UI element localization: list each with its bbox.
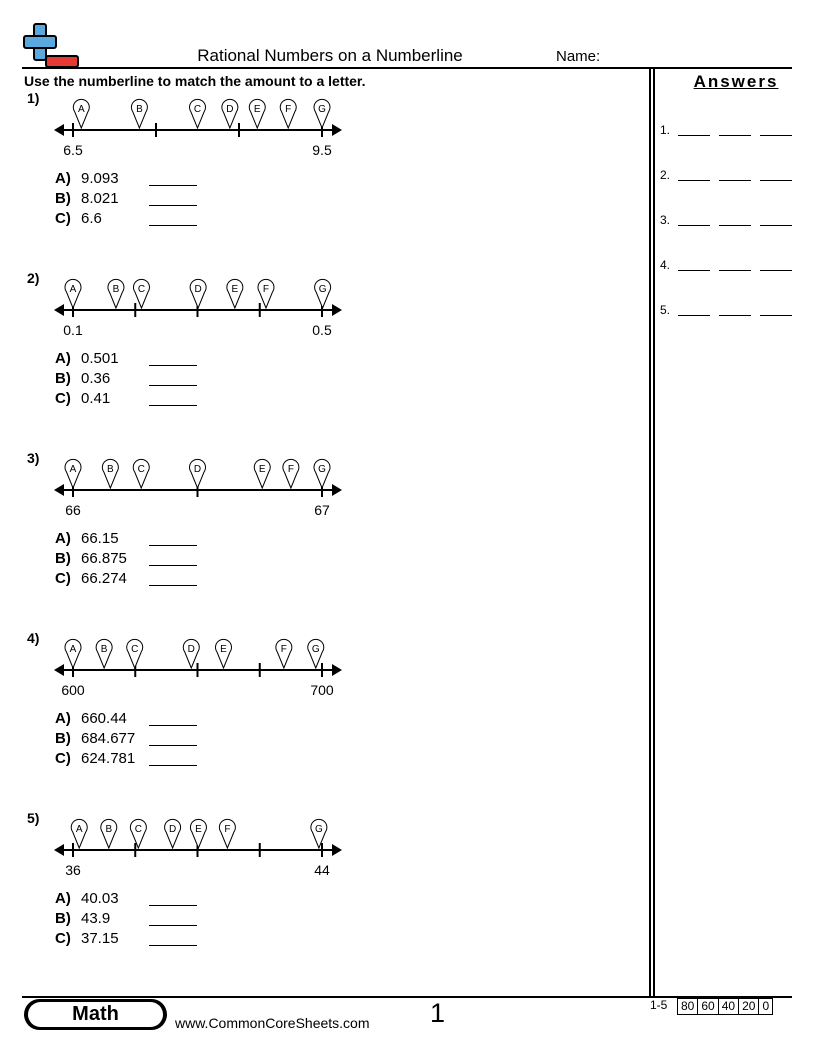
number-line <box>50 810 350 882</box>
question-letter: A) <box>55 710 71 727</box>
answer-blank[interactable] <box>719 225 751 226</box>
marker-letter: E <box>258 464 266 475</box>
score-cell: 60 <box>698 999 718 1014</box>
letter-marker <box>314 459 330 488</box>
question-row <box>55 750 205 770</box>
start-label: 66 <box>65 502 81 518</box>
letter-marker <box>102 459 118 488</box>
answer-blank[interactable] <box>678 180 710 181</box>
page-number: 1 <box>430 998 446 1028</box>
question-value: 624.781 <box>81 750 136 767</box>
answer-blank[interactable] <box>149 185 197 186</box>
question-row <box>55 570 205 590</box>
problem-number: 1) <box>27 90 40 106</box>
question-letter: C) <box>55 390 71 407</box>
question-value: 40.03 <box>81 890 119 907</box>
question-value: 660.44 <box>81 710 127 727</box>
marker-letter: A <box>75 824 83 835</box>
letter-marker <box>283 459 299 488</box>
start-label: 36 <box>65 862 81 878</box>
question-letter: C) <box>55 750 71 767</box>
answer-blank[interactable] <box>149 765 197 766</box>
website-url: www.CommonCoreSheets.com <box>175 1015 370 1031</box>
marker-letter: E <box>253 104 261 115</box>
answer-blank[interactable] <box>149 365 197 366</box>
answer-number: 5. <box>660 303 671 317</box>
marker-letter: C <box>137 284 146 295</box>
marker-letter: F <box>224 824 231 835</box>
marker-letter: E <box>231 284 239 295</box>
letter-marker <box>190 819 206 848</box>
marker-letter: D <box>193 464 202 475</box>
answer-blank[interactable] <box>760 135 792 136</box>
marker-letter: G <box>318 284 327 295</box>
letter-marker <box>131 99 147 128</box>
question-value: 6.6 <box>81 210 102 227</box>
answer-blank[interactable] <box>719 270 751 271</box>
subject-badge-label: Math <box>28 1002 163 1027</box>
answer-row <box>660 258 800 278</box>
question-letter: C) <box>55 570 71 587</box>
marker-letter: B <box>112 284 120 295</box>
number-line <box>50 450 350 522</box>
answer-blank[interactable] <box>149 745 197 746</box>
page-title: Rational Numbers on a Numberline <box>197 46 463 65</box>
answer-blank[interactable] <box>149 725 197 726</box>
end-label: 67 <box>314 502 330 518</box>
question-value: 9.093 <box>81 170 119 187</box>
number-line <box>50 630 350 702</box>
marker-letter: E <box>195 824 202 835</box>
letter-marker <box>311 819 327 848</box>
question-letter: C) <box>55 210 71 227</box>
question-row <box>55 890 205 910</box>
answer-blank[interactable] <box>149 545 197 546</box>
question-row <box>55 390 205 410</box>
letter-marker <box>108 279 124 308</box>
letter-marker <box>254 459 270 488</box>
question-letter: B) <box>55 910 71 927</box>
start-label: 6.5 <box>63 142 83 158</box>
question-letter: A) <box>55 890 71 907</box>
problem-number: 3) <box>27 450 40 466</box>
answer-blank[interactable] <box>149 945 197 946</box>
left-arrow-icon <box>54 484 64 496</box>
answer-blank[interactable] <box>760 315 792 316</box>
column-divider <box>649 67 651 997</box>
column-divider-inner <box>653 67 655 997</box>
marker-letter: F <box>287 464 294 475</box>
answer-blank[interactable] <box>678 270 710 271</box>
question-value: 0.36 <box>81 370 111 387</box>
letter-marker <box>96 639 112 668</box>
answer-row <box>660 168 800 188</box>
question-row <box>55 550 205 570</box>
number-line <box>50 270 350 342</box>
logo-minus <box>46 56 78 67</box>
question-row <box>55 710 205 730</box>
question-row <box>55 910 205 930</box>
marker-letter: A <box>69 284 77 295</box>
question-value: 8.021 <box>81 190 119 207</box>
question-row <box>55 350 205 370</box>
end-label: 9.5 <box>312 142 332 158</box>
question-row <box>55 210 205 230</box>
marker-letter: F <box>262 284 270 295</box>
logo-plus-horizontal <box>24 36 56 48</box>
marker-letter: C <box>193 104 202 115</box>
end-label: 700 <box>310 682 334 698</box>
name-label: Name: <box>556 48 601 65</box>
letter-marker <box>189 99 205 128</box>
question-value: 0.501 <box>81 350 119 367</box>
right-arrow-icon <box>332 844 342 856</box>
problem-number: 5) <box>27 810 40 826</box>
answer-blank[interactable] <box>719 180 751 181</box>
start-label: 0.1 <box>63 322 83 338</box>
answer-row <box>660 303 800 323</box>
end-label: 44 <box>314 862 330 878</box>
letter-marker <box>73 99 89 128</box>
letter-marker <box>65 459 81 488</box>
marker-letter: B <box>107 464 114 475</box>
problem <box>0 270 640 450</box>
math-logo-icon <box>22 22 82 70</box>
answer-blank[interactable] <box>678 135 710 136</box>
question-value: 66.15 <box>81 530 119 547</box>
score-cell: 20 <box>739 999 759 1014</box>
answer-row <box>660 213 800 233</box>
score-cell: 40 <box>719 999 739 1014</box>
letter-marker <box>222 99 238 128</box>
left-arrow-icon <box>54 124 64 136</box>
answer-blank[interactable] <box>149 405 197 406</box>
letter-marker <box>165 819 181 848</box>
marker-letter: F <box>285 104 292 115</box>
answer-blank[interactable] <box>719 135 751 136</box>
answer-blank[interactable] <box>149 565 197 566</box>
answer-blank[interactable] <box>678 225 710 226</box>
marker-letter: G <box>318 464 326 475</box>
question-value: 43.9 <box>81 910 111 927</box>
marker-letter: A <box>77 104 85 115</box>
answer-blank[interactable] <box>149 225 197 226</box>
marker-letter: C <box>131 644 139 655</box>
marker-letter: G <box>311 644 320 655</box>
right-arrow-icon <box>332 124 342 136</box>
question-row <box>55 930 205 950</box>
letter-marker <box>65 279 81 308</box>
marker-letter: A <box>69 644 77 655</box>
letter-marker <box>133 459 149 488</box>
letter-marker <box>215 639 231 668</box>
left-arrow-icon <box>54 304 64 316</box>
letter-marker <box>219 819 235 848</box>
answer-blank[interactable] <box>678 315 710 316</box>
letter-marker <box>314 99 330 128</box>
letter-marker <box>65 639 81 668</box>
answer-blank[interactable] <box>149 205 197 206</box>
score-range-label: 1-5 <box>650 998 668 1012</box>
score-table <box>677 998 773 1015</box>
marker-letter: G <box>314 824 323 835</box>
score-cell: 0 <box>762 999 770 1013</box>
answer-number: 2. <box>660 168 671 182</box>
problem <box>0 810 640 990</box>
answer-blank[interactable] <box>760 270 792 271</box>
problem <box>0 450 640 630</box>
letter-marker <box>227 279 243 308</box>
number-line <box>50 90 350 162</box>
answer-blank[interactable] <box>760 225 792 226</box>
answers-title: Answers <box>693 72 779 91</box>
question-row <box>55 370 205 390</box>
problem <box>0 630 640 810</box>
letter-marker <box>101 819 117 848</box>
score-cell: 80 <box>678 999 698 1014</box>
question-letter: B) <box>55 190 71 207</box>
letter-marker <box>315 279 331 308</box>
left-arrow-icon <box>54 664 64 676</box>
question-value: 0.41 <box>81 390 111 407</box>
question-row <box>55 170 205 190</box>
answer-blank[interactable] <box>760 180 792 181</box>
letter-marker <box>130 819 146 848</box>
question-letter: B) <box>55 730 71 747</box>
question-letter: A) <box>55 350 71 367</box>
question-value: 66.274 <box>81 570 127 587</box>
question-row <box>55 530 205 550</box>
question-letter: B) <box>55 550 71 567</box>
left-arrow-icon <box>54 844 64 856</box>
marker-letter: D <box>187 644 195 655</box>
answer-number: 3. <box>660 213 671 227</box>
answer-blank[interactable] <box>149 385 197 386</box>
marker-letter: C <box>134 824 142 835</box>
answer-number: 4. <box>660 258 671 272</box>
letter-marker <box>249 99 265 128</box>
letter-marker <box>127 639 143 668</box>
question-value: 37.15 <box>81 930 119 947</box>
right-arrow-icon <box>332 304 342 316</box>
answer-blank[interactable] <box>149 585 197 586</box>
marker-letter: B <box>105 824 113 835</box>
marker-letter: D <box>194 284 202 295</box>
answer-number: 1. <box>660 123 671 137</box>
letter-marker <box>190 279 206 308</box>
marker-letter: D <box>226 104 234 115</box>
question-letter: B) <box>55 370 71 387</box>
answer-blank[interactable] <box>149 925 197 926</box>
question-row <box>55 190 205 210</box>
marker-letter: B <box>100 644 108 655</box>
question-row <box>55 730 205 750</box>
question-value: 684.677 <box>81 730 136 747</box>
marker-letter: A <box>69 464 77 475</box>
problem-number: 4) <box>27 630 40 646</box>
letter-marker <box>189 459 205 488</box>
question-value: 66.875 <box>81 550 127 567</box>
answer-blank[interactable] <box>719 315 751 316</box>
question-letter: A) <box>55 530 71 547</box>
question-letter: A) <box>55 170 71 187</box>
problem <box>0 90 640 270</box>
marker-letter: B <box>136 104 143 115</box>
right-arrow-icon <box>332 484 342 496</box>
header-rule <box>22 67 792 69</box>
start-label: 600 <box>61 682 85 698</box>
letter-marker <box>276 639 292 668</box>
letter-marker <box>280 99 296 128</box>
marker-letter: E <box>220 644 227 655</box>
marker-letter: F <box>280 644 287 655</box>
instructions: Use the numberline to match the amount to a letter. <box>24 73 366 89</box>
marker-letter: D <box>168 824 177 835</box>
question-letter: C) <box>55 930 71 947</box>
answer-row <box>660 123 800 143</box>
answer-blank[interactable] <box>149 905 197 906</box>
end-label: 0.5 <box>312 322 332 338</box>
marker-letter: C <box>137 464 145 475</box>
marker-letter: G <box>318 104 326 115</box>
right-arrow-icon <box>332 664 342 676</box>
problem-number: 2) <box>27 270 40 286</box>
